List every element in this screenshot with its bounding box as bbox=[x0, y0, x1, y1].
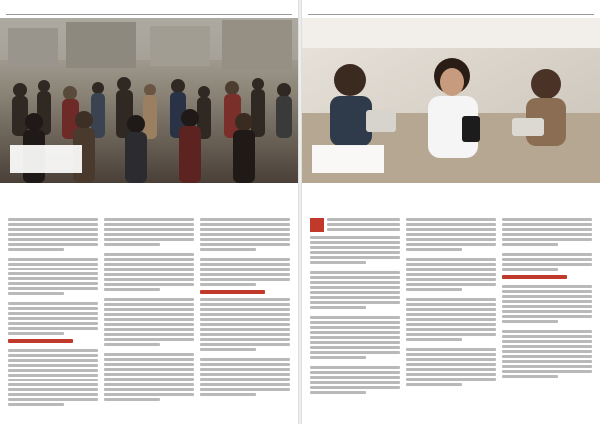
body-column bbox=[502, 218, 592, 406]
article-title bbox=[312, 145, 384, 173]
subheading-marker bbox=[8, 339, 73, 343]
body-column bbox=[406, 218, 496, 406]
body-column bbox=[310, 218, 400, 406]
left-page bbox=[0, 0, 298, 424]
body-columns bbox=[310, 218, 592, 406]
classroom-photo bbox=[302, 18, 600, 183]
crowd-photo bbox=[0, 18, 298, 183]
subheading-marker bbox=[200, 290, 265, 294]
article-title bbox=[10, 145, 82, 173]
body-columns bbox=[8, 218, 290, 406]
body-column bbox=[104, 218, 194, 406]
drop-cap bbox=[310, 218, 324, 232]
header-rule bbox=[6, 14, 292, 15]
body-column bbox=[200, 218, 290, 406]
subheading-marker bbox=[502, 275, 567, 279]
body-column bbox=[8, 218, 98, 406]
right-page bbox=[302, 0, 600, 424]
header-rule bbox=[308, 14, 594, 15]
